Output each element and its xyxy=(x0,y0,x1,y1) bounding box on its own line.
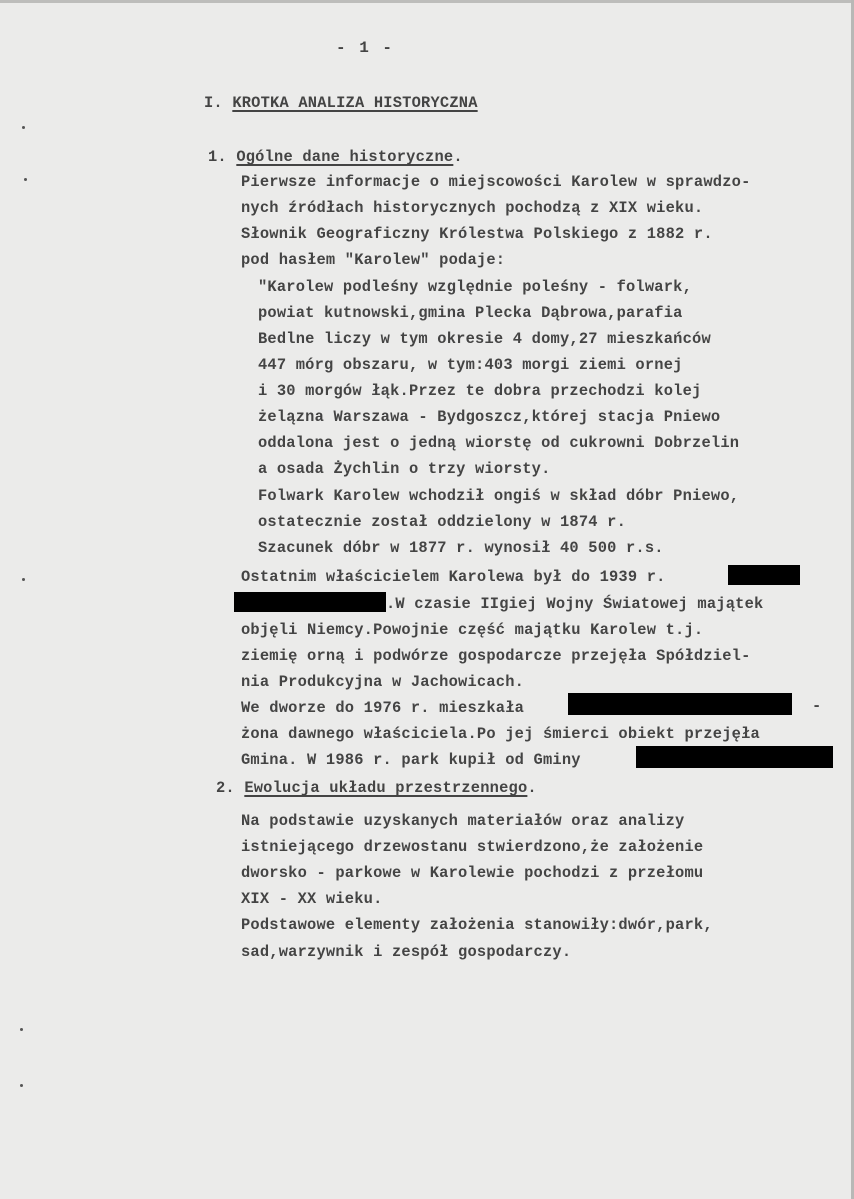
margin-dot xyxy=(20,1028,23,1031)
margin-dot xyxy=(20,1084,23,1087)
quote-line: powiat kutnowski,gmina Plecka Dąbrowa,parafia xyxy=(258,304,683,322)
subsection-title-period: . xyxy=(453,148,463,166)
subsection-title: Ewolucja układu przestrzennego xyxy=(244,779,528,797)
text-line: Gmina. W 1986 r. park kupił od Gminy xyxy=(241,751,581,769)
quote-line: 447 mórg obszaru, w tym:403 morgi ziemi ornej xyxy=(258,356,683,374)
text-line: Pierwsze informacje o miejscowości Karolew w sprawdzo- xyxy=(241,173,751,191)
quote-line: Szacunek dóbr w 1877 r. wynosił 40 500 r.s. xyxy=(258,539,664,557)
text-line: żona dawnego właściciela.Po jej śmierci obiekt przejęła xyxy=(241,725,760,743)
subsection-title: Ogólne dane historyczne xyxy=(236,148,454,166)
subsection-heading xyxy=(208,147,463,167)
section-title: KROTKA ANALIZA HISTORYCZNA xyxy=(232,94,478,112)
redaction-bar xyxy=(636,746,833,768)
text-line: .W czasie IIgiej Wojny Światowej majątek xyxy=(386,595,764,613)
text-line: objęli Niemcy.Powojnie część majątku Karolew t.j. xyxy=(241,621,704,639)
text-line: pod hasłem "Karolew" podaje: xyxy=(241,251,506,269)
section-heading xyxy=(204,93,478,113)
quote-line: oddalona jest o jedną wiorstę od cukrowni Dobrzelin xyxy=(258,434,740,452)
page-number: - 1 - xyxy=(336,39,395,57)
subsection-number: 1. xyxy=(208,148,227,166)
text-line: nych źródłach historycznych pochodzą z XIX wieku. xyxy=(241,199,704,217)
text-line: istniejącego drzewostanu stwierdzono,że założenie xyxy=(241,838,704,856)
redaction-bar xyxy=(234,592,386,612)
quote-line: Folwark Karolew wchodził ongiś w skład dóbr Pniewo, xyxy=(258,487,740,505)
redaction-bar xyxy=(728,565,800,585)
text-line: sad,warzywnik i zespół gospodarczy. xyxy=(241,943,572,961)
text-line: XIX - XX wieku. xyxy=(241,890,383,908)
text-line: ziemię orną i podwórze gospodarcze przejęła Spółdziel- xyxy=(241,647,751,665)
text-line: Podstawowe elementy założenia stanowiły:dwór,park, xyxy=(241,916,713,934)
text-line-dash: - xyxy=(812,697,822,715)
margin-dot xyxy=(22,578,25,581)
quote-line: Bedlne liczy w tym okresie 4 domy,27 mieszkańców xyxy=(258,330,711,348)
quote-line: żelązna Warszawa - Bydgoszcz,której stacja Pniewo xyxy=(258,408,721,426)
text-line: Na podstawie uzyskanych materiałów oraz analizy xyxy=(241,812,685,830)
text-line: nia Produkcyjna w Jachowicach. xyxy=(241,673,525,691)
margin-dot xyxy=(22,126,25,129)
redaction-bar xyxy=(568,693,792,715)
subsection-heading xyxy=(216,778,537,798)
subsection-title-period: . xyxy=(527,779,537,797)
text-line: We dworze do 1976 r. mieszkała xyxy=(241,699,525,717)
quote-line: i 30 morgów łąk.Przez te dobra przechodzi kolej xyxy=(258,382,702,400)
text-line: Ostatnim właścicielem Karolewa był do 1939 r. xyxy=(241,568,666,586)
text-line: dworsko - parkowe w Karolewie pochodzi z przełomu xyxy=(241,864,704,882)
page-edge-top xyxy=(0,0,854,3)
margin-dot xyxy=(24,178,27,181)
quote-line: a osada Żychlin o trzy wiorsty. xyxy=(258,460,551,478)
quote-line: "Karolew podleśny względnie poleśny - folwark, xyxy=(258,278,693,296)
subsection-number: 2. xyxy=(216,779,235,797)
quote-line: ostatecznie został oddzielony w 1874 r. xyxy=(258,513,626,531)
section-number: I. xyxy=(204,94,223,112)
text-line: Słownik Geograficzny Królestwa Polskiego z 1882 r. xyxy=(241,225,713,243)
